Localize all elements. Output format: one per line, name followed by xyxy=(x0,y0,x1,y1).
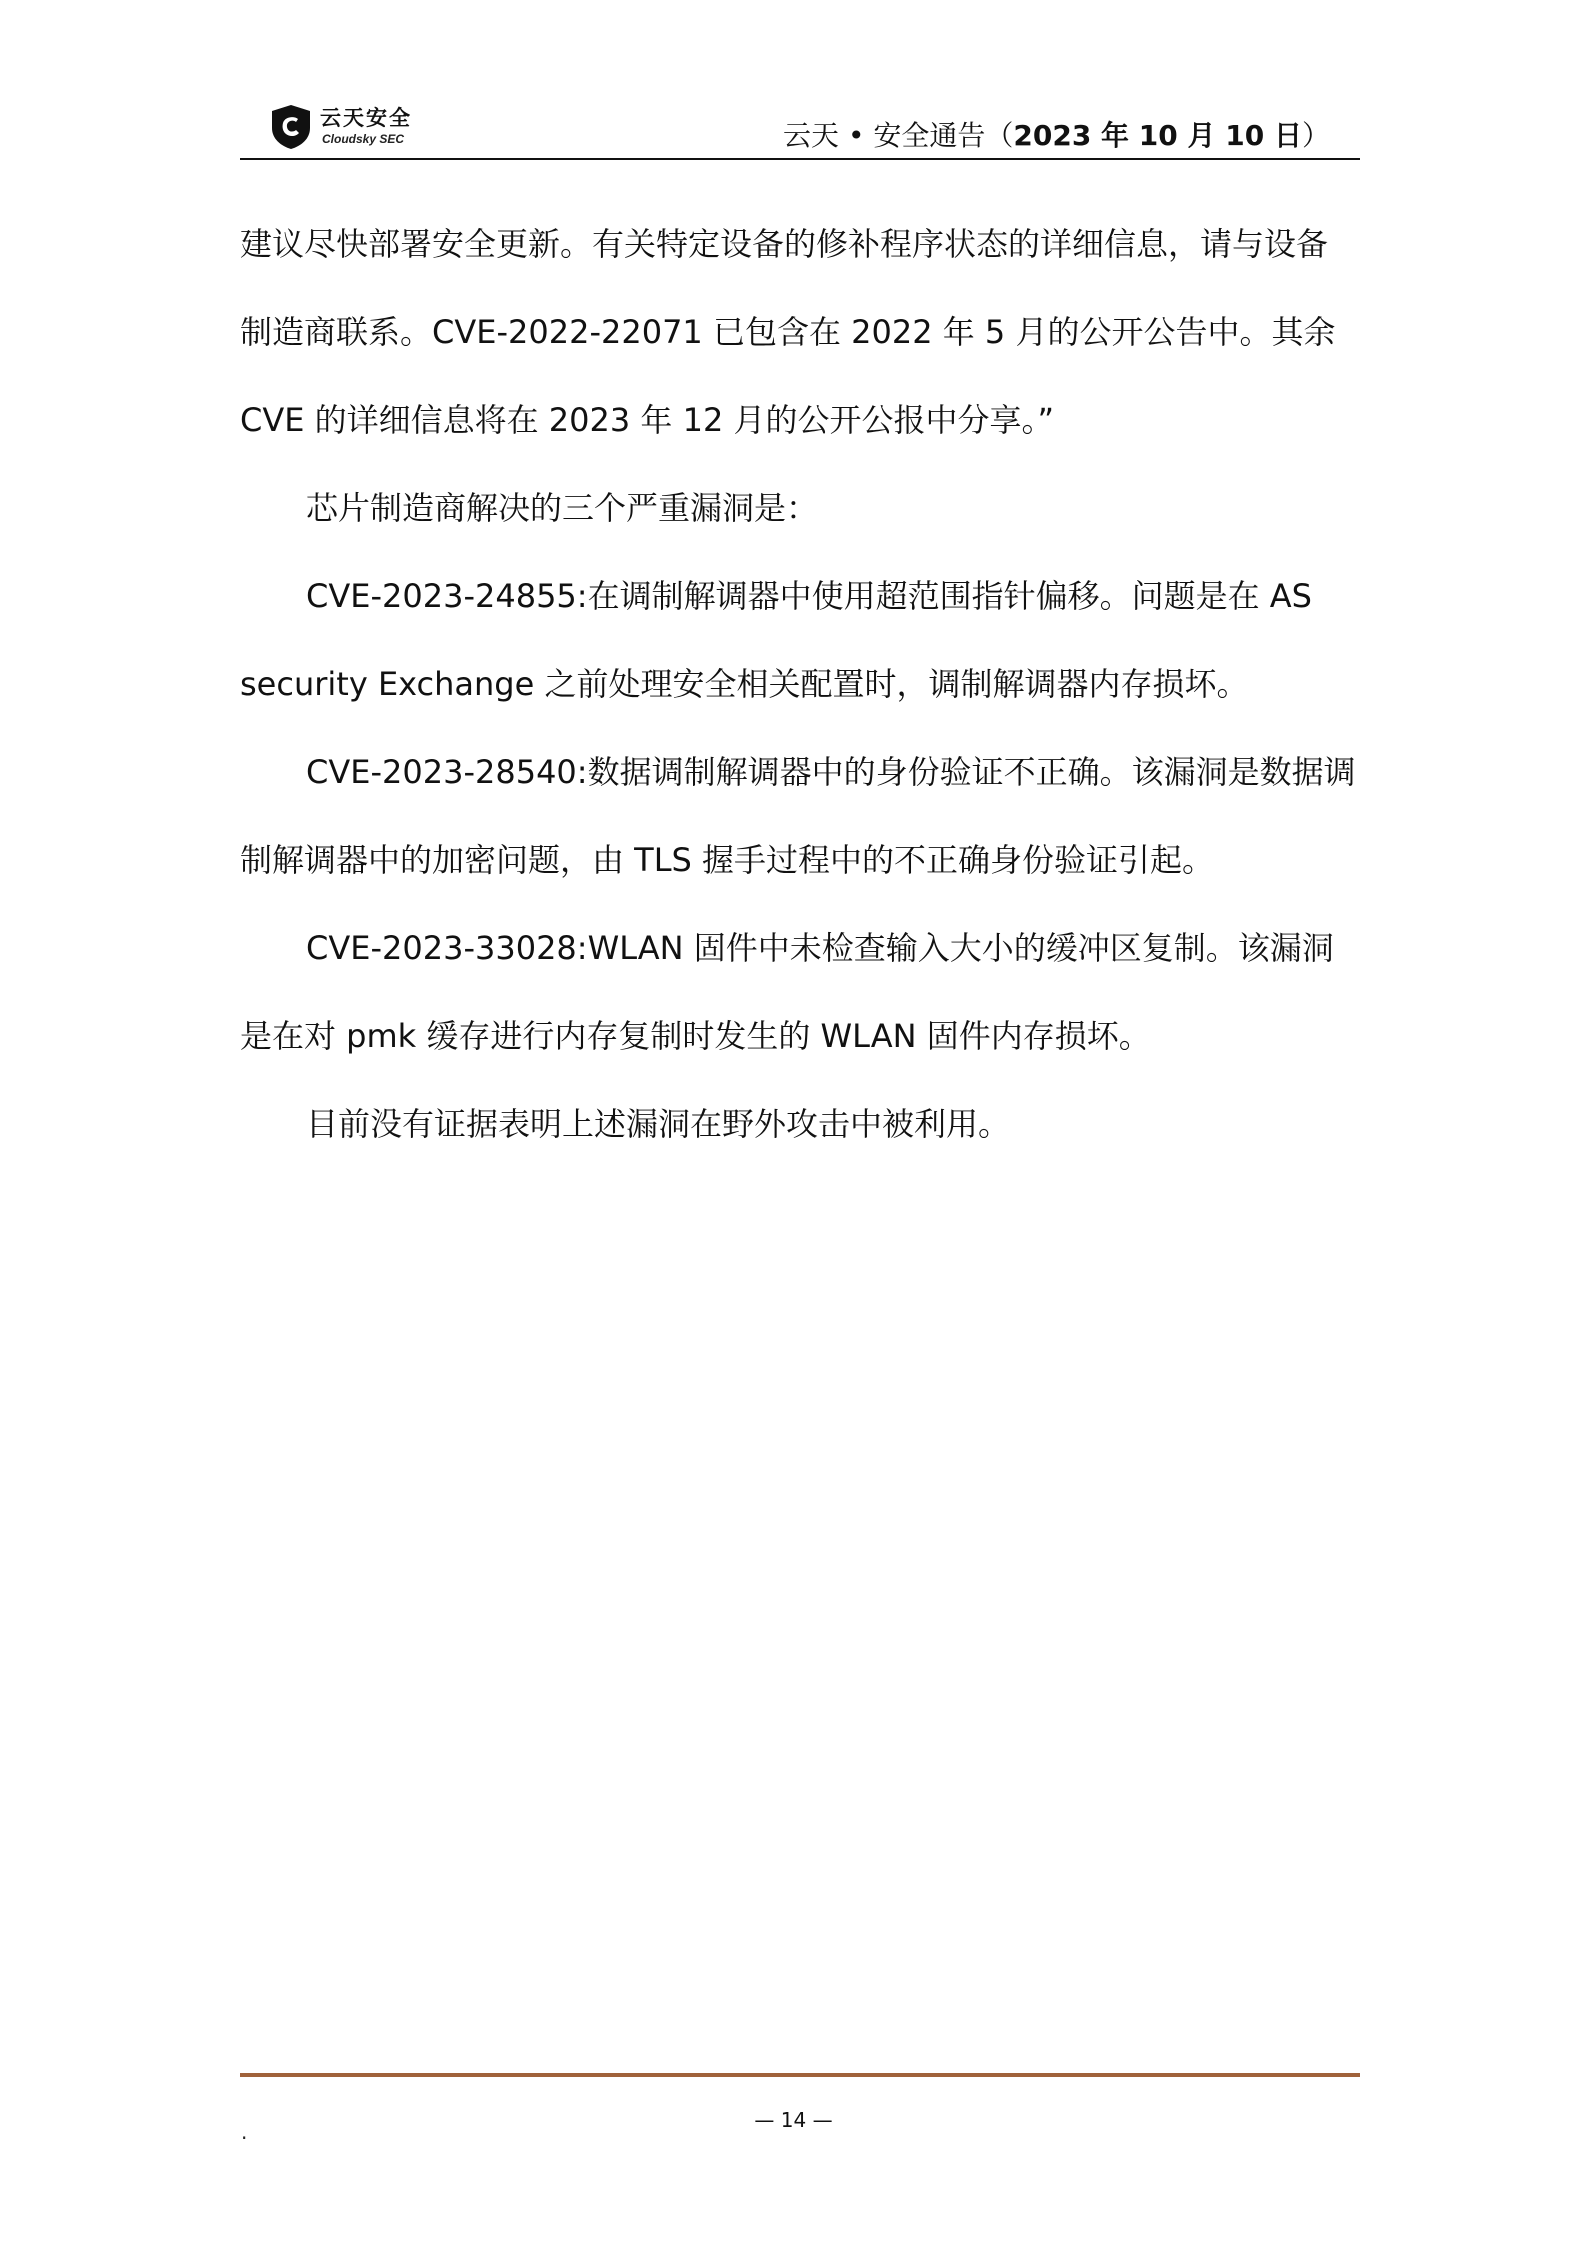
text-line: CVE-2023-28540:数据调制解调器中的身份验证不正确。该漏洞是数据调 xyxy=(306,753,1356,791)
text-line: 制造商联系。CVE-2022-22071 已包含在 2022 年 5 月的公开公告中。其余 xyxy=(240,313,1336,351)
text-line: 制解调器中的加密问题，由 TLS 握手过程中的不正确身份验证引起。 xyxy=(240,841,1215,879)
text-line: 建议尽快部署安全更新。有关特定设备的修补程序状态的详细信息，请与设备 xyxy=(240,225,1329,263)
title-suffix: ） xyxy=(1301,119,1330,152)
text-line: CVE-2023-33028:WLAN 固件中未检查输入大小的缓冲区复制。该漏洞 xyxy=(306,929,1334,967)
footer-dot: . xyxy=(241,2120,248,2144)
logo-text-en: Cloudsky SEC xyxy=(322,132,405,146)
body-text xyxy=(240,200,1360,1168)
logo-text-cn: 云天安全 xyxy=(320,106,412,130)
page-number: — 14 — xyxy=(754,2108,833,2132)
shield-c-logo-icon xyxy=(270,104,312,150)
title-prefix: 云天 • 安全通告（ xyxy=(783,119,1014,152)
bulletin-title xyxy=(783,114,1330,154)
text-line: CVE 的详细信息将在 2023 年 12 月的公开公报中分享。” xyxy=(240,401,1055,439)
header-divider xyxy=(240,158,1360,160)
text-line: 是在对 pmk 缓存进行内存复制时发生的 WLAN 固件内存损坏。 xyxy=(240,1017,1151,1055)
title-date: 2023 年 10 月 10 日 xyxy=(1013,119,1302,152)
footer-divider xyxy=(240,2073,1360,2077)
text-line: 芯片制造商解决的三个严重漏洞是： xyxy=(306,489,819,527)
text-line: security Exchange 之前处理安全相关配置时，调制解调器内存损坏。 xyxy=(240,665,1249,703)
page-header xyxy=(240,92,1360,162)
text-line: CVE-2023-24855:在调制解调器中使用超范围指针偏移。问题是在 AS xyxy=(306,577,1312,615)
text-line: 目前没有证据表明上述漏洞在野外攻击中被利用。 xyxy=(306,1105,1011,1143)
cloudsky-logo xyxy=(270,100,430,156)
